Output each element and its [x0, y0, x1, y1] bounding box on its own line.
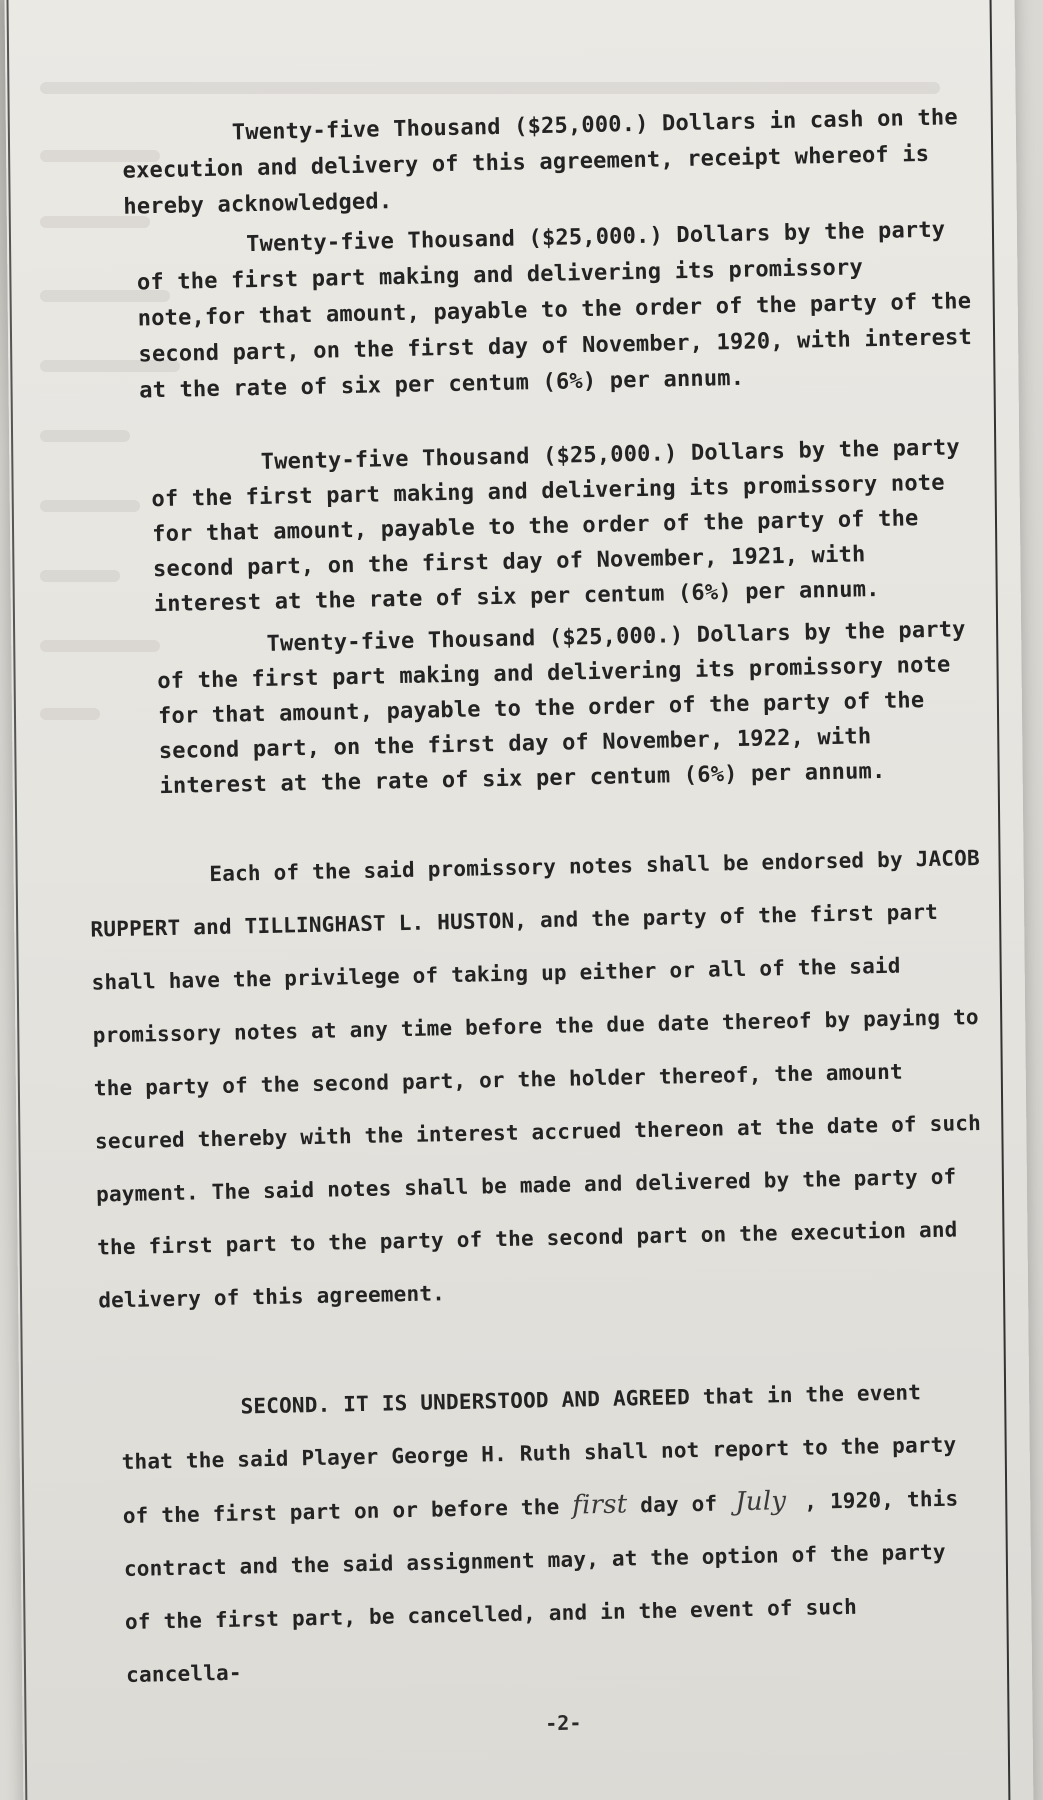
- paragraph-cash-payment: [122, 100, 994, 226]
- paragraph-text: Twenty-five Thousand ($25,000.) Dollars by the party of the first part making and delivering its promissory note for that amount, payable to the order of the party of the second part, on the first day of November, 1921, with interest at the rate of six per centum (6%) per annum.: [151, 435, 961, 618]
- paragraph-endorsement: [89, 832, 999, 1328]
- page-number: -2-: [544, 1710, 582, 1736]
- indent: [121, 1414, 241, 1417]
- clause-heading: SECOND.: [240, 1392, 331, 1419]
- paragraph-text: Twenty-five Thousand ($25,000.) Dollars by the party of the first part making and delivering its promissory note for that amount, payable to the order of the party of the second part, on the first day of November, 1922, with interest at the rate of six per centum (6%) per annum.: [157, 617, 966, 800]
- paragraph-text: Each of the said promissory notes shall be endorsed by JACOB RUPPERT and TILLINGHAST L. HUSTON, and the party of the first part shall have the privilege of taking up either or all of the said promissory notes at any time before the due date thereof by paying to the party of the second part, or the holder thereof, the amount secured thereby with the interest accrued thereon at the date of such payment. The said notes shall be made and delivered by the party of the first part to the party of the second part on the execution and delivery of this agreement.: [90, 845, 982, 1313]
- paragraph-note-1922: [156, 612, 989, 804]
- indent: [90, 881, 210, 884]
- clause-text: day of: [639, 1491, 718, 1518]
- indent: [151, 469, 261, 471]
- indent: [157, 651, 267, 653]
- paragraph-second-clause: [120, 1365, 986, 1702]
- indent: [136, 251, 246, 253]
- paragraph-text: Twenty-five Thousand ($25,000.) Dollars in cash on the execution and delivery of this agreement, receipt whereof is hereby acknowledged.: [122, 105, 959, 220]
- paragraph-note-1920: [136, 212, 975, 409]
- handwritten-month: July: [734, 1486, 787, 1518]
- clause-text: IT IS UNDERSTOOD AND AGREED that in the event that the said Player George H. Ruth shall not report to the party of the first part on or before the: [121, 1380, 957, 1529]
- handwritten-day: first: [571, 1489, 628, 1521]
- paragraph-text: Twenty-five Thousand ($25,000.) Dollars by the party of the first part making and delivering its promissory note,for that amount, payable to the order of the party of the second part, on the first day of November, 1920, with interest at the rate of six per centum (6%) per annum.: [136, 217, 973, 404]
- indent: [122, 139, 232, 141]
- clause-text: , 1920, this contract and the said assignment may, at the option of the party of the first part, be cancelled, and in the event of such cancella-: [123, 1486, 959, 1687]
- paragraph-note-1921: [150, 430, 983, 622]
